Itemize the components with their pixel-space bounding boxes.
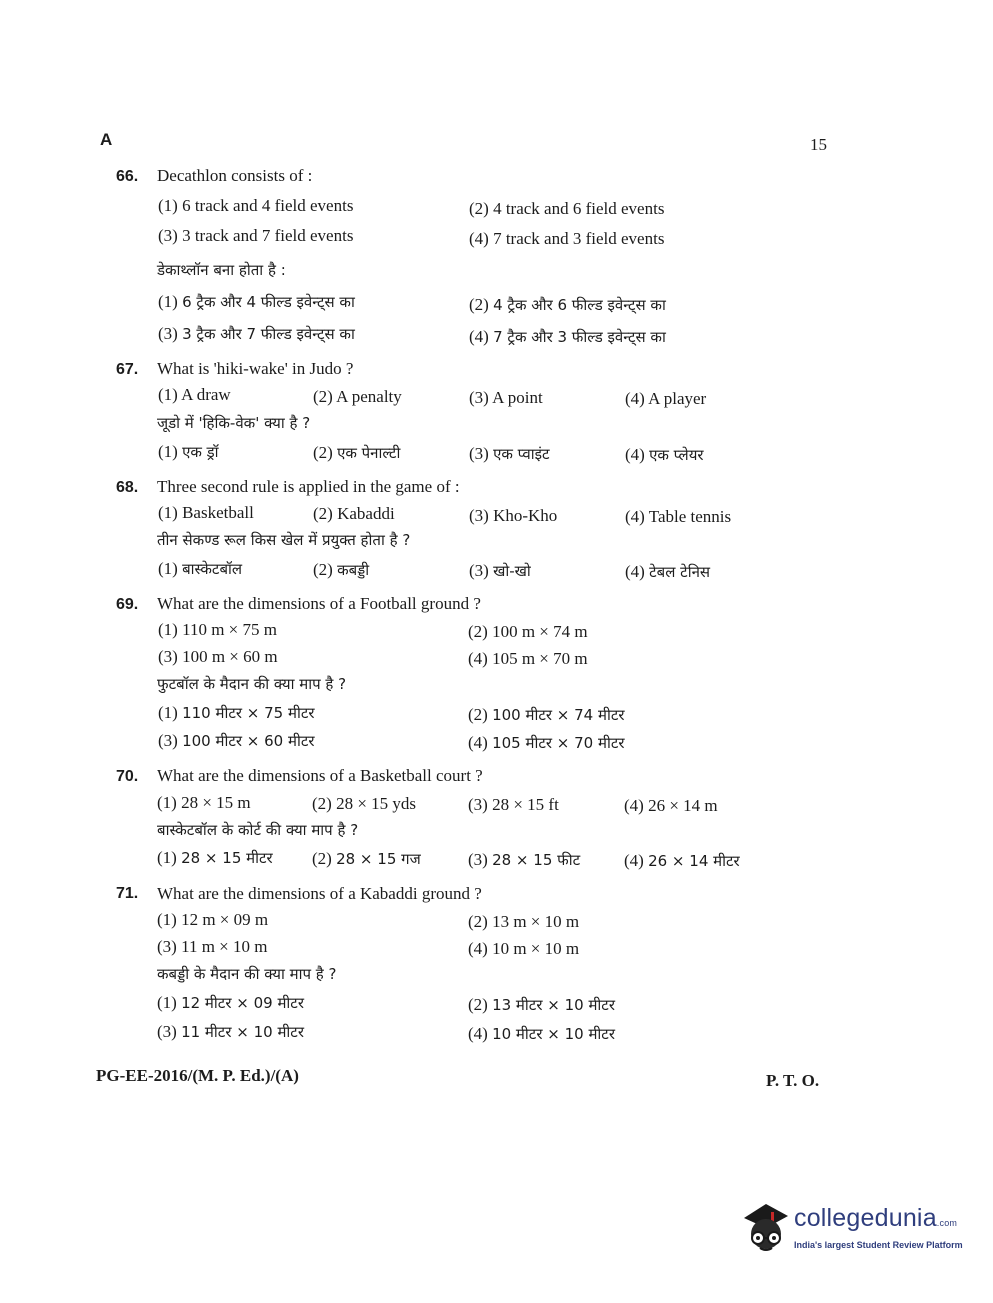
option-en-2: (2) A penalty: [313, 387, 402, 406]
option-hi-1: (1) 28 × 15 मीटर: [157, 848, 273, 867]
option-hi-1: (1) बास्केटबॉल: [158, 559, 243, 578]
option-en-2: (2) 13 m × 10 m: [468, 912, 580, 931]
question-number: 67.: [116, 361, 139, 378]
option-hi-4: (4) 10 मीटर × 10 मीटर: [468, 1024, 615, 1043]
option-en-1: (1) 6 track and 4 field events: [158, 196, 354, 215]
option-hi-4: (4) 26 × 14 मीटर: [624, 851, 740, 870]
option-hi-4: (4) 7 ट्रैक और 3 फील्ड इवेन्ट्स का: [469, 327, 666, 346]
question-number: 66.: [116, 168, 139, 185]
option-en-4: (4) 10 m × 10 m: [468, 939, 580, 958]
question-text-hi: फुटबॉल के मैदान की क्या माप है ?: [157, 675, 347, 693]
option-hi-3: (3) 100 मीटर × 60 मीटर: [158, 731, 315, 750]
option-hi-3: (3) 28 × 15 फीट: [468, 850, 581, 869]
option-hi-2: (2) 4 ट्रैक और 6 फील्ड इवेन्ट्स का: [469, 295, 666, 314]
option-hi-3: (3) 11 मीटर × 10 मीटर: [157, 1022, 304, 1041]
option-hi-2: (2) 13 मीटर × 10 मीटर: [468, 995, 615, 1014]
option-hi-3: (3) 3 ट्रैक और 7 फील्ड इवेन्ट्स का: [158, 324, 355, 343]
option-en-4: (4) 105 m × 70 m: [468, 649, 588, 668]
paper-code: PG-EE-2016/(M. P. Ed.)/(A): [96, 1066, 299, 1085]
page-number: 15: [810, 135, 827, 154]
pto-label: P. T. O.: [766, 1071, 820, 1090]
option-en-1: (1) 12 m × 09 m: [157, 910, 269, 929]
option-hi-2: (2) 28 × 15 गज: [312, 849, 421, 868]
question-text-en: What are the dimensions of a Basketball court ?: [157, 766, 483, 785]
question-number: 70.: [116, 768, 139, 785]
option-en-3: (3) 3 track and 7 field events: [158, 226, 354, 245]
option-en-4: (4) 7 track and 3 field events: [469, 229, 665, 248]
option-hi-1: (1) 110 मीटर × 75 मीटर: [158, 703, 315, 722]
option-en-3: (3) Kho-Kho: [469, 506, 558, 525]
option-hi-1: (1) 12 मीटर × 09 मीटर: [157, 993, 304, 1012]
question-number: 68.: [116, 479, 139, 496]
option-hi-3: (3) खो-खो: [469, 561, 531, 580]
option-en-2: (2) 28 × 15 yds: [312, 794, 417, 813]
option-hi-4: (4) टेबल टेनिस: [625, 562, 711, 581]
question-text-en: Three second rule is applied in the game of :: [157, 477, 460, 496]
question-text-hi: जूडो में 'हिकि-वेक' क्या है ?: [157, 414, 311, 432]
question-text-hi: बास्केटबॉल के कोर्ट की क्या माप है ?: [157, 821, 359, 839]
series-label: A: [100, 130, 113, 149]
option-en-3: (3) 11 m × 10 m: [157, 937, 268, 956]
option-en-3: (3) 100 m × 60 m: [158, 647, 278, 666]
option-hi-3: (3) एक प्वाइंट: [469, 444, 550, 463]
question-number: 71.: [116, 885, 139, 902]
question-number: 69.: [116, 596, 139, 613]
option-hi-1: (1) एक ड्रॉ: [158, 442, 219, 461]
option-hi-2: (2) कबड्डी: [313, 560, 370, 579]
option-en-2: (2) 4 track and 6 field events: [469, 199, 665, 218]
option-en-1: (1) 28 × 15 m: [157, 793, 251, 812]
option-en-2: (2) 100 m × 74 m: [468, 622, 588, 641]
option-en-4: (4) 26 × 14 m: [624, 796, 718, 815]
question-text-hi: डेकाथ्लॉन बना होता है :: [157, 261, 286, 279]
collegedunia-tagline: India's largest Student Review Platform: [794, 1240, 963, 1250]
collegedunia-logo: collegedunia.com: [794, 1204, 958, 1232]
option-hi-4: (4) 105 मीटर × 70 मीटर: [468, 733, 625, 752]
question-text-en: What are the dimensions of a Football ground ?: [157, 594, 481, 613]
option-hi-4: (4) एक प्लेयर: [625, 445, 704, 464]
mascot-icon: [736, 1198, 792, 1260]
question-text-hi: कबड्डी के मैदान की क्या माप है ?: [157, 965, 337, 983]
option-en-4: (4) A player: [625, 389, 707, 408]
option-en-1: (1) 110 m × 75 m: [158, 620, 277, 639]
option-en-2: (2) Kabaddi: [313, 504, 395, 523]
question-text-en: Decathlon consists of :: [157, 166, 313, 185]
option-en-1: (1) Basketball: [158, 503, 254, 522]
question-text-en: What are the dimensions of a Kabaddi ground ?: [157, 884, 482, 903]
option-en-3: (3) 28 × 15 ft: [468, 795, 559, 814]
question-text-hi: तीन सेकण्ड रूल किस खेल में प्रयुक्त होता है ?: [157, 531, 411, 549]
option-hi-1: (1) 6 ट्रैक और 4 फील्ड इवेन्ट्स का: [158, 292, 355, 311]
option-hi-2: (2) 100 मीटर × 74 मीटर: [468, 705, 625, 724]
question-text-en: What is 'hiki-wake' in Judo ?: [157, 359, 354, 378]
option-hi-2: (2) एक पेनाल्टी: [313, 443, 401, 462]
option-en-1: (1) A draw: [158, 385, 231, 404]
option-en-4: (4) Table tennis: [625, 507, 732, 526]
option-en-3: (3) A point: [469, 388, 543, 407]
collegedunia-watermark: [736, 1196, 966, 1264]
